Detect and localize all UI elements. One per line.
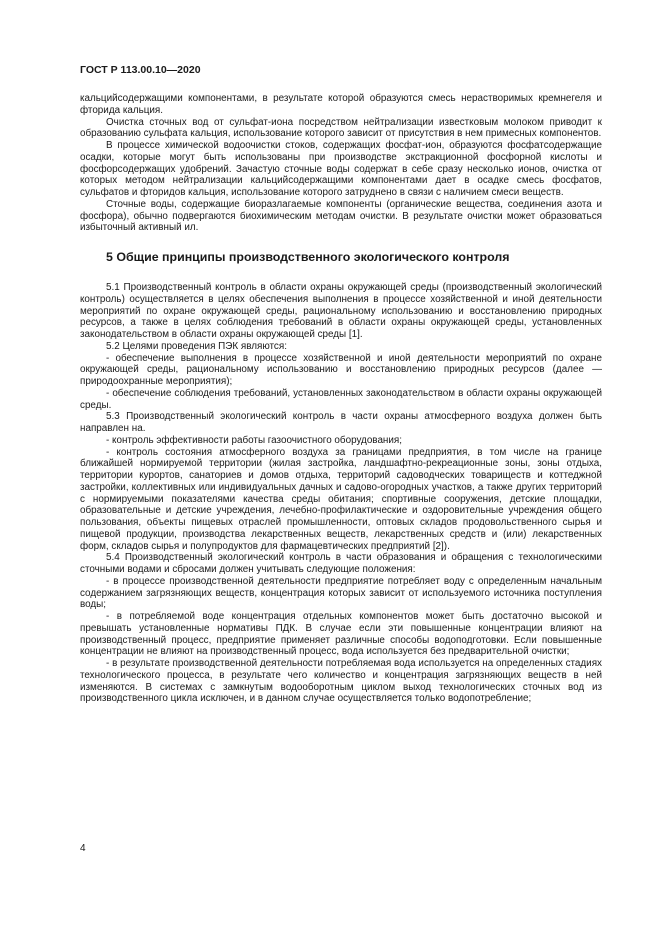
section-heading: 5 Общие принципы производственного экологического контроля (106, 250, 510, 264)
list-item: - в процессе производственной деятельности предприятие потребляет воду с определенным начальным содержанием загрязняющих веществ, концентрация которых зависит от используемого источника поступления воды; (80, 575, 602, 611)
paragraph: Сточные воды, содержащие биоразлагаемые компоненты (органические вещества, соединения азота и фосфора), обычно подвергаются биохимическим методам очистки. В результате очистки может образоваться избыточный активный ил. (80, 198, 602, 234)
paragraph: 5.2 Целями проведения ПЭК являются: (106, 340, 287, 352)
list-item: - контроль состояния атмосферного воздуха за границами предприятия, в том числе на границе ближайшей нормируемой территории (жилая застройка, ландшафтно-рекреационные зоны, зоны отдыха, территории курортов, санаториев и домов отдыха, территорий садоводческих товариществ и коттеджной застройки, коллективных или индивидуальных дачных и садово-огородных участков, а также других территорий с нормируемыми показателями качества среды обитания; спортивные сооружения, детские площадки, образовательные и детские учреждения, лечебно-профилактические и оздоровительные учреждения общего пользования, объекты пищевых отраслей промышленности, оптовых складов продовольственного сырья и пищевой продукции, производства лекарственных веществ, лекарственных средств и (или) лекарственных форм, складов сырья и полупродуктов для фармацевтических предприятий [2]). (80, 446, 602, 552)
document-header: ГОСТ Р 113.00.10—2020 (80, 64, 201, 76)
paragraph: 5.1 Производственный контроль в области охраны окружающей среды (производственный экологический контроль) осуществляется в целях обеспечения выполнения в процессе хозяйственной и иной деятельности мероприятий по охране окружающей среды, рациональному использованию и восстановлению природных ресурсов, а также в целях соблюдения требований в области охраны окружающей среды, установленных законодательством в области охраны окружающей среды [1]. (80, 282, 602, 340)
list-item: - обеспечение соблюдения требований, установленных законодательством в области охраны окружающей среды. (80, 387, 602, 411)
page-number: 4 (80, 843, 86, 854)
list-item: - в потребляемой воде концентрация отдельных компонентов может быть достаточно высокой и превышать установленные нормативы ПДК. В случае если эти повышенные концентрации влияют на производственный процесс, предприятие применяет различные способы водоподготовки. Если повышенные концентрации не влияют на производственный процесс, вода используется без предварительной очистки; (80, 611, 602, 658)
paragraph: кальцийсодержащими компонентами, в результате которой образуются смесь нерастворимых кремнегеля и фторида кальция. (80, 93, 602, 116)
list-item: - обеспечение выполнения в процессе хозяйственной и иной деятельности мероприятий по охране окружающей среды, рациональному использованию и восстановлению природных ресурсов (далее — природоохранные мероприятия); (80, 352, 602, 387)
paragraph: 5.4 Производственный экологический контроль в части образования и обращения с технологическими сточными водами и сбросами должен учитывать следующие положения: (80, 552, 602, 575)
paragraph: Очистка сточных вод от сульфат-иона посредством нейтрализации известковым молоком приводит к образованию сульфата кальция, использование которого зависит от присутствия в нем примесных компонентов. (80, 116, 602, 140)
document-body (80, 93, 602, 705)
paragraph: 5.3 Производственный экологический контроль в части охраны атмосферного воздуха должен быть направлен на. (80, 411, 602, 434)
paragraph: В процессе химической водоочистки стоков, содержащих фосфат-ион, образуются фосфатсодержащие осадки, которые могут быть использованы при производстве экстракционной фосфорной кислоты и фосфорсодержащих удобрений. Зачастую сточные воды содержат в себе сразу несколько ионов, очистка от которых методом нейтрализации кальцийсодержащими компонентами дает в осадке смесь фосфатов, сульфатов и фторидов кальция, использование которого затруднено в связи с наличием смеси веществ. (80, 140, 602, 198)
list-item: - контроль эффективности работы газоочистного оборудования; (106, 434, 402, 446)
list-item: - в результате производственной деятельности потребляемая вода используется на определенных стадиях технологического процесса, в результате чего количество и концентрация загрязняющих веществ в ней изменяются. В системах с замкнутым водооборотным циклом выход технологических сточных вод из производственного цикла исключен, и в данном случае осуществляется только водопотребление; (80, 658, 602, 705)
